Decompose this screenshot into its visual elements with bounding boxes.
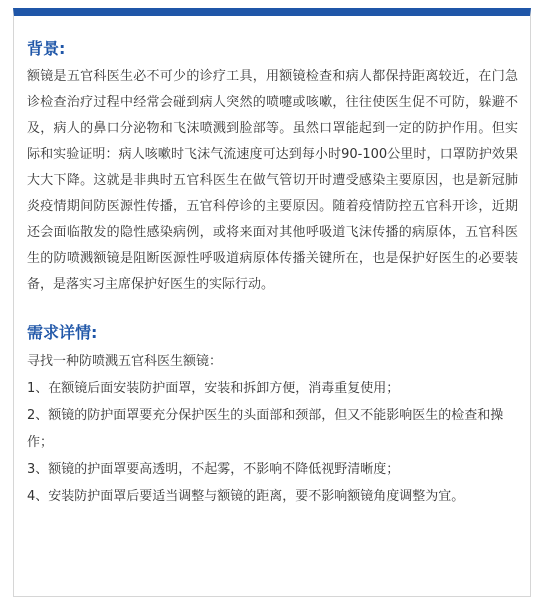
- background-heading: 背景:: [27, 39, 66, 58]
- requirement-item: 2、额镜的防护面罩要充分保护医生的头面部和颈部，但又不能影响医生的检查和操作；: [27, 408, 504, 450]
- requirement-item: 1、在额镜后面安装防护面罩，安装和拆卸方便，消毒重复使用；: [27, 381, 400, 396]
- requirement-item: 4、安装防护面罩后要适当调整与额镜的距离，要不影响额镜角度调整为宜。: [27, 489, 465, 504]
- background-paragraph: 额镜是五官科医生必不可少的诊疗工具，用额镜检查和病人都保持距离较近，在门急诊检查治疗过程中经常会碰到病人突然的喷嚏或咳嗽，往往使医生促不可防，躲避不及，病人的鼻口分泌物和飞沫喷溅到脸部等。虽然口罩能起到一定的防护作用。但实际和实验证明：病人咳嗽时飞沫气流速度可达到每小时90-100公里时，口罩防护效果大大下降。这就是非典时五官科医生在做气管切开时遭受感染主要原因，也是新冠肺炎疫情期间防医源性传播，五官科停诊的主要原因。随着疫情防控五官科开诊，近期还会面临散发的隐性感染病例，或将来面对其他呼吸道飞沫传播的病原体，五官科医生的防喷溅额镜是阻断医源性呼吸道病原体传播关键所在，也是保护好医生的必要装备，是落实习主席保护好医生的实际行动。: [27, 69, 518, 292]
- requirements-intro: 寻找一种防喷溅五官科医生额镜：: [27, 354, 223, 369]
- content-card: [13, 8, 531, 597]
- requirements-heading: 需求详情:: [27, 323, 98, 342]
- requirement-item: 3、额镜的护面罩要高透明，不起雾，不影响不降低视野清晰度；: [27, 462, 400, 477]
- section-spacer: [27, 298, 518, 322]
